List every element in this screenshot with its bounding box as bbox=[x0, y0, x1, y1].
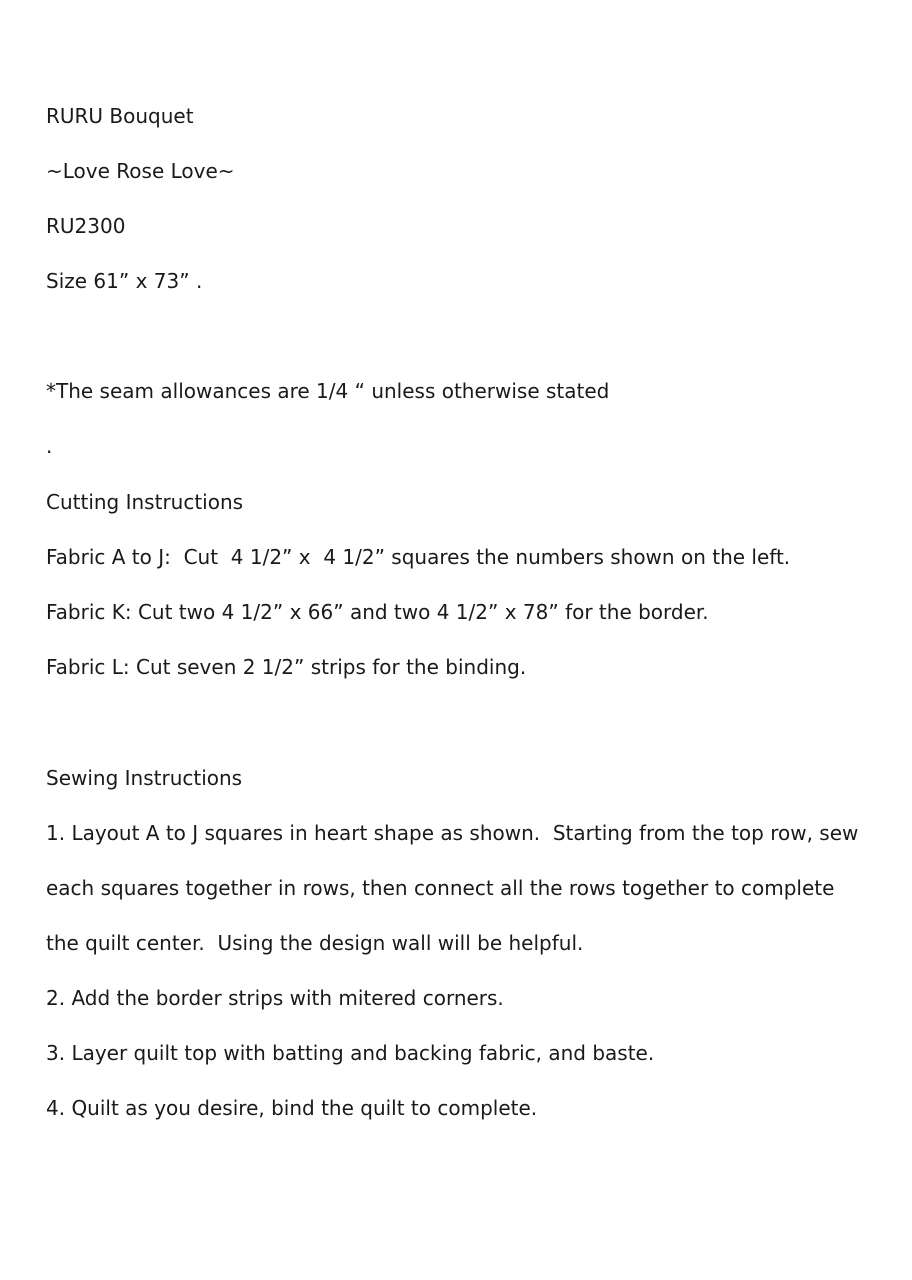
document-title: RURU Bouquet bbox=[46, 104, 194, 128]
document-subtitle: ~Love Rose Love~ bbox=[46, 159, 235, 183]
sewing-step-1-line: each squares together in rows, then connect all the rows together to complete bbox=[46, 876, 835, 900]
sewing-step-4: 4. Quilt as you desire, bind the quilt to complete. bbox=[46, 1096, 538, 1120]
cutting-item: Fabric K: Cut two 4 1/2” x 66” and two 4 1/2” x 78” for the border. bbox=[46, 600, 709, 624]
sewing-step-1-line: 1. Layout A to J squares in heart shape as shown. Starting from the top row, sew bbox=[46, 821, 859, 845]
quilt-size: Size 61” x 73” . bbox=[46, 269, 203, 293]
seam-allowance-note: *The seam allowances are 1/4 “ unless otherwise stated bbox=[46, 379, 610, 403]
sewing-step-1-line: the quilt center. Using the design wall will be helpful. bbox=[46, 931, 584, 955]
sewing-heading: Sewing Instructions bbox=[46, 766, 243, 790]
cutting-item: Fabric A to J: Cut 4 1/2” x 4 1/2” squares the numbers shown on the left. bbox=[46, 545, 791, 569]
sewing-step-2: 2. Add the border strips with mitered corners. bbox=[46, 986, 504, 1010]
sewing-step-3: 3. Layer quilt top with batting and backing fabric, and baste. bbox=[46, 1041, 655, 1065]
pattern-code: RU2300 bbox=[46, 214, 126, 238]
cutting-item: Fabric L: Cut seven 2 1/2” strips for the binding. bbox=[46, 655, 527, 679]
separator-dot: . bbox=[46, 434, 53, 458]
cutting-heading: Cutting Instructions bbox=[46, 490, 244, 514]
